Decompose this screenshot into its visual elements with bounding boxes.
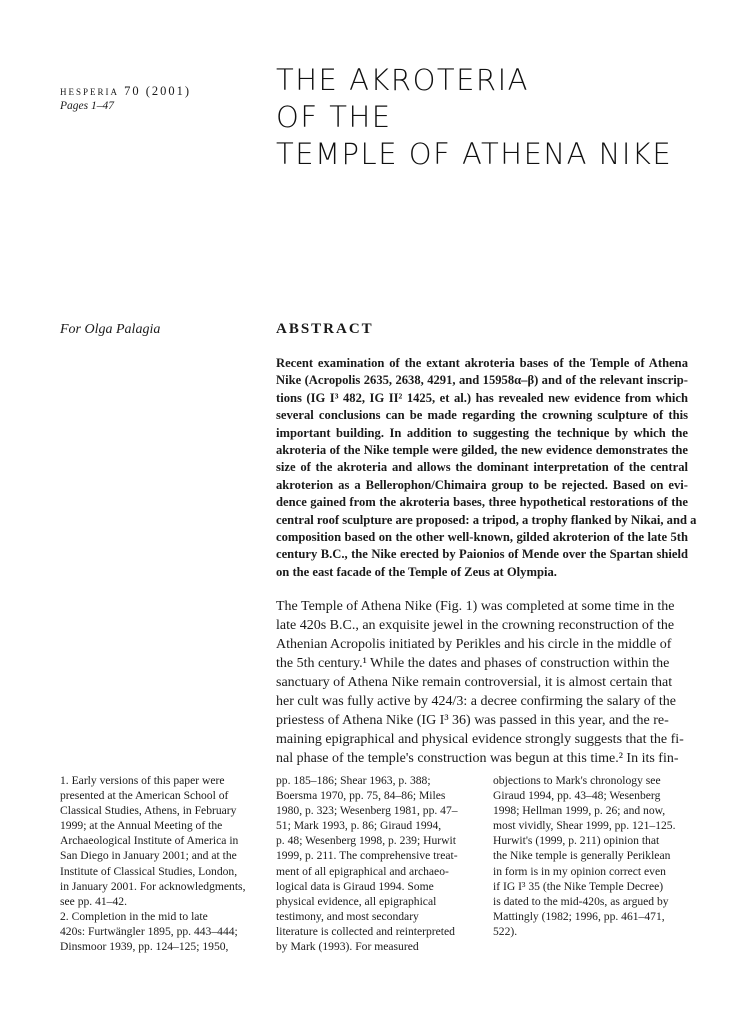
footnote-line: in form is in my opinion correct even: [493, 864, 666, 878]
footnote-line: 1980, p. 323; Wesenberg 1981, pp. 47–: [276, 804, 458, 818]
footnote-line: 2. Completion in the mid to late: [60, 909, 208, 923]
journal-citation: hesperia 70 (2001): [60, 84, 192, 98]
footnote-line: p. 48; Wesenberg 1998, p. 239; Hurwit: [276, 834, 456, 848]
footnote-line: Dinsmoor 1939, pp. 124–125; 1950,: [60, 940, 229, 954]
footnote-line: San Diego in January 2001; and at the: [60, 849, 237, 863]
abstract-line: tions (IG I³ 482, IG II² 1425, et al.) has revealed new evidence from which: [276, 390, 688, 405]
abstract-line: Nike (Acropolis 2635, 2638, 4291, and 15958α–β) and of the relevant inscrip-: [276, 373, 688, 388]
title-line: OF THE: [276, 100, 392, 134]
body-line: maining epigraphical and physical evidence strongly suggests that the fi-: [276, 732, 684, 747]
footnote-line: in January 2001. For acknowledgments,: [60, 879, 246, 893]
footnote-line: physical evidence, all epigraphical: [276, 894, 437, 908]
footnote-line: Mattingly (1982; 1996, pp. 461–471,: [493, 909, 665, 923]
footnote-line: by Mark (1993). For measured: [276, 940, 419, 954]
body-line: the 5th century.¹ While the dates and phases of construction within the: [276, 656, 670, 671]
abstract-line: Recent examination of the extant akroteria bases of the Temple of Athena: [276, 356, 688, 370]
footnote-line: presented at the American School of: [60, 789, 229, 803]
abstract-line: several conclusions can be made regarding the crowning sculpture of this: [276, 408, 688, 423]
abstract-line: important building. In addition to suggesting the technique by which the: [276, 425, 688, 440]
footnote-line: the Nike temple is generally Periklean: [493, 849, 671, 863]
footnote-line: Classical Studies, Athens, in February: [60, 804, 237, 818]
footnote-line: 1998; Hellman 1999, p. 26; and now,: [493, 804, 666, 818]
footnote-line: 1999, p. 211. The comprehensive treat-: [276, 849, 458, 863]
footnote-line: Boersma 1970, pp. 75, 84–86; Miles: [276, 789, 446, 803]
body-text: [276, 597, 688, 768]
footnote-line: ment of all epigraphical and archaeo-: [276, 864, 449, 878]
page-range: Pages 1–47: [60, 100, 114, 112]
footnote-line: 1. Early versions of this paper were: [60, 774, 225, 787]
body-line: late 420s B.C., an exquisite jewel in the crowning reconstruction of the: [276, 618, 675, 633]
footnote-line: most vividly, Shear 1999, pp. 121–125.: [493, 819, 676, 833]
abstract-line: on the east facade of the Temple of Zeus at Olympia.: [276, 564, 557, 579]
body-line: her cult was fully active by 424/3: a decree confirming the salary of the: [276, 694, 677, 709]
footnote-line: pp. 185–186; Shear 1963, p. 388;: [276, 774, 431, 787]
footnote-line: is dated to the mid-420s, as argued by: [493, 894, 669, 908]
footnote-line: literature is collected and reinterpreted: [276, 924, 455, 938]
abstract-line: akroteria of the Nike temple were gilded, the new evidence demonstrates the: [276, 443, 688, 458]
footnote-line: 420s: Furtwängler 1895, pp. 443–444;: [60, 924, 238, 938]
footnote-line: 1999; at the Annual Meeting of the: [60, 819, 223, 833]
footnote-line: testimony, and most secondary: [276, 909, 419, 923]
footnote-line: Hurwit's (1999, p. 211) opinion that: [493, 834, 660, 848]
abstract-line: central roof sculpture are proposed: a tripod, a trophy flanked by Nikai, and a: [276, 512, 697, 527]
footnote-line: objections to Mark's chronology see: [493, 774, 661, 787]
footnotes-column-3: [493, 773, 689, 939]
article-title: [276, 62, 672, 173]
title-line: THE AKROTERIA: [276, 63, 529, 97]
abstract-line: dence gained from the akroteria bases, three hypothetical restorations of the: [276, 495, 688, 510]
footnote-line: Institute of Classical Studies, London,: [60, 864, 238, 878]
footnotes-column-1: [60, 773, 248, 954]
title-line: TEMPLE OF ATHENA NIKE: [276, 137, 673, 171]
footnote-line: Archaeological Institute of America in: [60, 834, 239, 848]
abstract-line: composition based on the other well-known, gilded akroterion of the late 5th: [276, 530, 688, 545]
abstract-line: size of the akroteria and allows the dominant interpretation of the central: [276, 460, 688, 475]
footnote-line: 522).: [493, 924, 518, 938]
abstract-text: [276, 355, 697, 581]
body-line: Athenian Acropolis initiated by Perikles and his circle in the middle of: [276, 637, 672, 652]
footnote-line: if IG I³ 35 (the Nike Temple Decree): [493, 879, 664, 893]
body-line: sanctuary of Athena Nike remain controversial, it is almost certain that: [276, 675, 673, 690]
footnote-line: 51; Mark 1993, p. 86; Giraud 1994,: [276, 819, 442, 833]
footnote-line: see pp. 41–42.: [60, 894, 127, 908]
dedication: For Olga Palagia: [60, 322, 161, 337]
abstract-heading: ABSTRACT: [276, 321, 374, 337]
footnote-line: Giraud 1994, pp. 43–48; Wesenberg: [493, 789, 661, 803]
body-line: The Temple of Athena Nike (Fig. 1) was completed at some time in the: [276, 599, 675, 614]
footnotes-column-2: [276, 773, 462, 954]
abstract-line: century B.C., the Nike erected by Paionios of Mende over the Spartan shield: [276, 547, 688, 562]
abstract-line: akroterion as a Bellerophon/Chimaira group to be rejected. Based on evi-: [276, 477, 688, 492]
footnote-line: logical data is Giraud 1994. Some: [276, 879, 434, 893]
body-line: priestess of Athena Nike (IG I³ 36) was passed in this year, and the re-: [276, 713, 669, 728]
body-line: nal phase of the temple's construction was begun at this time.² In its fin-: [276, 751, 679, 766]
